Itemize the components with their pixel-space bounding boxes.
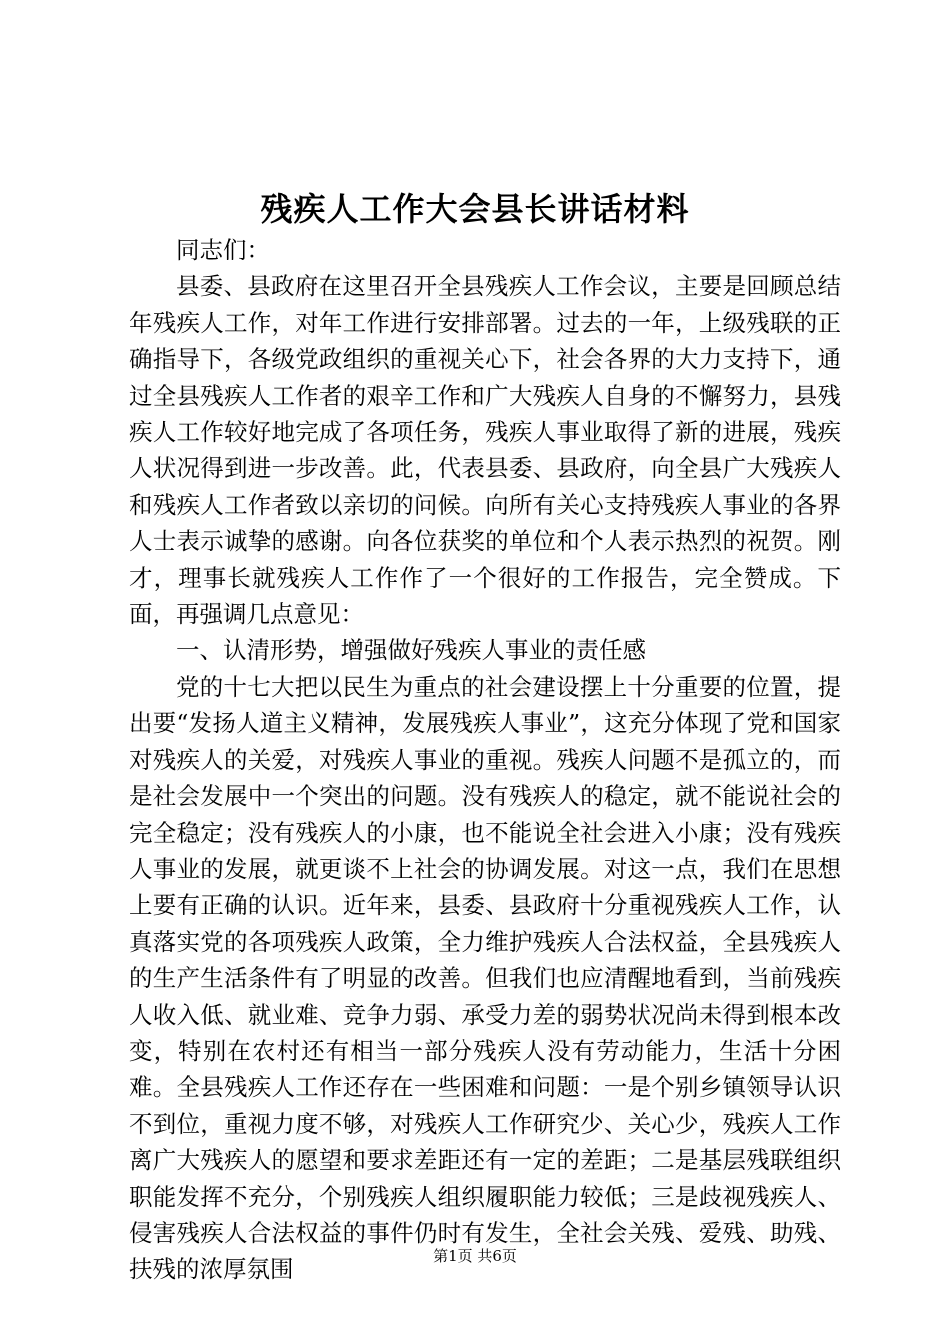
document-title: 残疾人工作大会县长讲话材料 [260,190,690,228]
salutation: 同志们： [176,236,270,264]
section-heading: 一、认清形势，增强做好残疾人事业的责任感 [176,636,646,665]
document-body [129,232,841,1288]
page-footer: 第1页 共6页 [433,1247,517,1265]
paragraph-intro: 县委、县政府在这里召开全县残疾人工作会议，主要是回顾总结年残疾人工作，对年工作进行安排部署。过去的一年，上级残联的正确指导下，各级党政组织的重视关心下，社会各界的大力支持下，通过全县残疾人工作者的艰辛工作和广大残疾人自身的不懈努力，县残疾人工作较好地完成了各项任务，残疾人事业取得了新的进展，残疾人状况得到进一步改善。此，代表县委、县政府，向全县广大残疾人和残疾人工作者致以亲切的问候。向所有关心支持残疾人事业的各界人士表示诚挚的感谢。向各位获奖的单位和个人表示热烈的祝贺。刚才，理事长就残疾人工作作了一个很好的工作报告，完全赞成。下面，再强调几点意见： [129,272,841,629]
paragraph-section-1: 党的十七大把以民生为重点的社会建设摆上十分重要的位置，提出要“发扬人道主义精神，发展残疾人事业”，这充分体现了党和国家对残疾人的关爱，对残疾人事业的重视。残疾人问题不是孤立的，而是社会发展中一个突出的问题。没有残疾人的稳定，就不能说社会的完全稳定；没有残疾人的小康，也不能说全社会进入小康；没有残疾人事业的发展，就更谈不上社会的协调发展。对这一点，我们在思想上要有正确的认识。近年来，县委、县政府十分重视残疾人工作，认真落实党的各项残疾人政策，全力维护残疾人合法权益，全县残疾人的生产生活条件有了明显的改善。但我们也应清醒地看到，当前残疾人收入低、就业难、竞争力弱、承受力差的弱势状况尚未得到根本改变，特别在农村还有相当一部分残疾人没有劳动能力，生活十分困难。全县残疾人工作还存在一些困难和问题：一是个别乡镇领导认识不到位，重视力度不够，对残疾人工作研究少、关心少，残疾人工作离广大残疾人的愿望和要求差距还有一定的差距；二是基层残联组织职能发挥不充分，个别残疾人组织履职能力较低；三是歧视残疾人、侵害残疾人合法权益的事件仍时有发生，全社会关残、爱残、助残、扶残的浓厚氛围 [129,672,841,1284]
